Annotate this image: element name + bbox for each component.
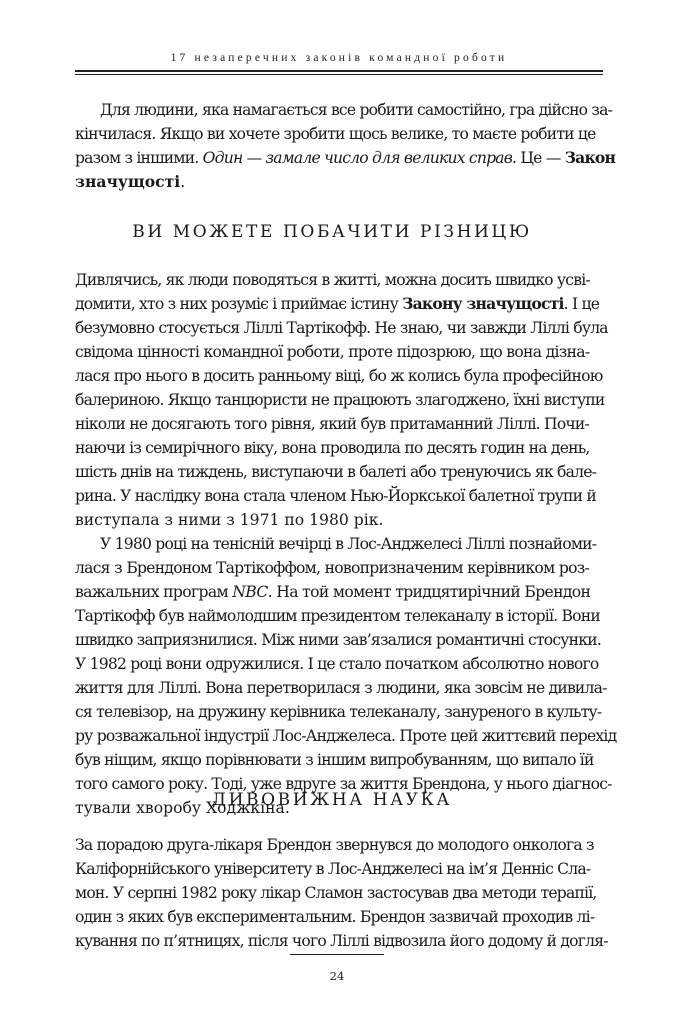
text-line: За порадою друга-лікаря Брендон звернувся до молодого онколога з (75, 836, 594, 854)
text-line: свідома цінності командної роботи, проте підозрюю, що вона дізна- (75, 343, 590, 361)
page-number: 24 (329, 969, 345, 983)
text-line: лася з Брендоном Тартікоффом, новопризначеним керівником роз- (75, 559, 589, 577)
text-line: Дивлячись, як люди поводяться в житті, можна досить швидко усві- (75, 271, 590, 289)
text-line: Тартікофф був наймолодшим президентом телеканалу в історії. Вони (75, 607, 600, 625)
text-line: ся телевізор, на дружину керівника телеканалу, зануреного в культу- (75, 703, 602, 721)
text-line: балериною. Якщо танцюристи не працюють злагоджено, їхні виступи (75, 391, 605, 409)
text-line: Для людини, яка намагається все робити самостійно, гра дійсно за- (100, 101, 613, 119)
text-line: разом з іншими. Один — замале число для великих справ. Це — Закон (75, 148, 616, 167)
text-line: У 1982 році вони одружилися. І це стало початком абсолютно нового (75, 655, 599, 673)
text-line: значущості. (75, 172, 186, 191)
section-heading-difference: ВИ МОЖЕТЕ ПОБАЧИТИ РІЗНИЦЮ (132, 222, 532, 242)
text-line: рина. У наслідку вона стала членом Нью-Йоркської балетної трупи й (75, 487, 596, 505)
footer-rule (290, 954, 384, 955)
text-line: ніколи не досягають того рівня, який був притаманний Ліллі. Почи- (75, 415, 589, 433)
text-line: того самого року. Тоді, уже вдруге за життя Брендона, у нього діагнос- (75, 775, 612, 793)
text-line: У 1980 році на тенісній вечірці в Лос-Анджелесі Ліллі познайоми- (100, 535, 597, 553)
text-line: ру розважальної індустрії Лос-Анджелеса. Проте цей життєвий перехід (75, 727, 617, 745)
section1-paragraph1 (75, 268, 608, 532)
italic-phrase: Один — замале число для великих справ (202, 149, 513, 167)
text-line: кінчилася. Якщо ви хочете зробити щось велике, то маєте робити це (75, 125, 596, 143)
text-line: виступала з ними з 1971 по 1980 рік. (75, 511, 384, 529)
text-line: Каліфорнійського університету в Лос-Анджелесі на ім’я Денніс Сла- (75, 860, 591, 878)
text-line: тували хворобу Ходжкіна. (75, 799, 290, 817)
text-line: життя для Ліллі. Вона перетворилася з людини, яка зовсім не дивила- (75, 679, 607, 697)
text-line: був ніщим, якщо порівнювати з іншим випробуванням, що випало їй (75, 751, 594, 769)
text-line: лася про нього в досить ранньому віці, бо ж колись була професійною (75, 367, 603, 385)
header-rule-thin (75, 74, 603, 75)
italic-phrase: NBC (232, 583, 268, 601)
section1-paragraph2 (75, 532, 617, 820)
text-line: кування по п’ятницях, після чого Ліллі відвозила його додому й догля- (75, 932, 608, 950)
header-rule-thick (75, 70, 603, 72)
text-line: домити, хто з них розуміє і приймає істину Закону значущості. І це (75, 294, 600, 313)
text-line: шість днів на тиждень, виступаючи в балеті або тренуючись як бале- (75, 463, 597, 481)
law-name: Закону значущості (402, 294, 564, 313)
text-line: важальних програм NBC. На той момент тридцятирічний Брендон (75, 583, 591, 601)
text-line: один з яких був експериментальним. Брендон зазвичай проходив лі- (75, 908, 595, 926)
text-line: швидко заприязнилися. Між ними зав’язалися романтичні стосунки. (75, 631, 601, 649)
section-heading-amazing-science: ДИВОВИЖНА НАУКА (212, 790, 452, 810)
text-line: наючи із семирічного віку, вона проводила по десять годин на день, (75, 439, 590, 457)
intro-paragraph (75, 98, 616, 194)
law-name: значущості (75, 172, 181, 191)
law-name: Закон (564, 148, 616, 167)
text-line: мон. У серпні 1982 року лікар Сламон застосував два методи терапії, (75, 884, 597, 902)
section2-paragraph1 (75, 833, 608, 953)
running-head: 17 незаперечних законів командної роботи (170, 52, 508, 64)
text-line: безумовно стосується Ліллі Тартікофф. Не знаю, чи завжди Ліллі була (75, 319, 608, 337)
